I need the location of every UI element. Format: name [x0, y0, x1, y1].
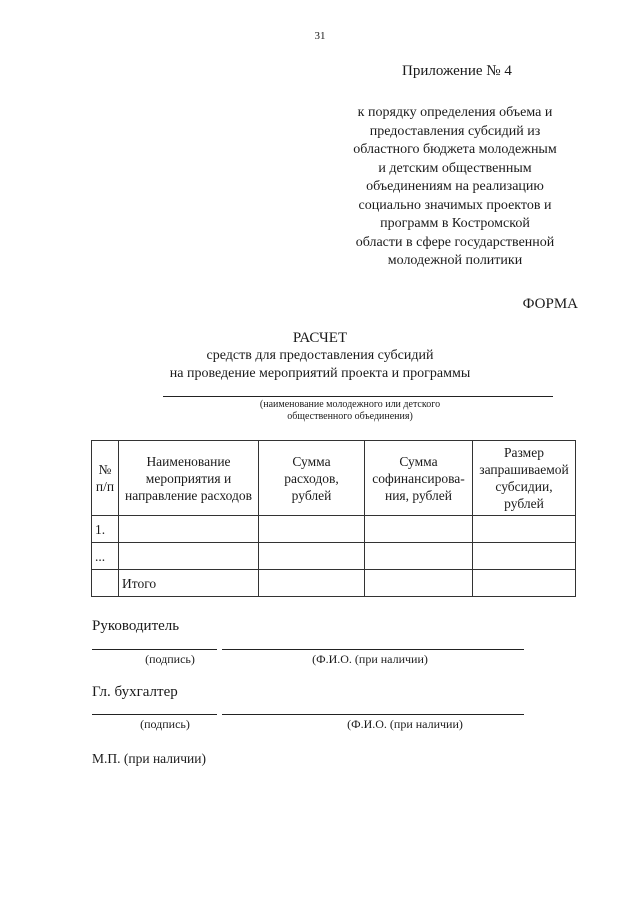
accountant-signature-caption: (подпись): [140, 717, 190, 731]
header-text: направление расходов: [125, 487, 252, 503]
accountant-signature-line[interactable]: [92, 714, 217, 715]
organization-name-caption: [200, 399, 500, 423]
table-cell[interactable]: [259, 543, 365, 570]
header-number: [92, 441, 119, 516]
appendix-line: программ в Костромской: [380, 216, 530, 231]
table-cell[interactable]: [119, 516, 259, 543]
header-cofinancing-sum: [365, 441, 473, 516]
table-cell[interactable]: [365, 570, 473, 597]
caption-line: общественного объединения): [287, 411, 413, 422]
table-cell[interactable]: [473, 570, 576, 597]
appendix-line: предоставления субсидий из: [369, 123, 541, 139]
calculation-subtitle: средств для предоставления субсидий: [206, 348, 434, 363]
total-label: Итого: [119, 570, 259, 597]
director-signature-line[interactable]: [92, 649, 217, 650]
director-name-line[interactable]: [222, 649, 524, 650]
header-text: мероприятия и: [145, 470, 232, 486]
header-expense-sum: [259, 441, 365, 516]
header-event-name: [119, 441, 259, 516]
header-text: п/п: [95, 479, 115, 494]
calculation-title: РАСЧЕТ: [292, 330, 348, 346]
accountant-label: Гл. бухгалтер: [92, 684, 178, 700]
header-text: Размер: [504, 445, 544, 460]
organization-name-line[interactable]: [163, 396, 553, 397]
accountant-name-line[interactable]: [222, 714, 524, 715]
table-cell[interactable]: [365, 516, 473, 543]
appendix-line: молодежной политики: [387, 253, 523, 268]
header-text: №: [98, 462, 112, 477]
header-text: рублей: [291, 487, 332, 503]
director-label: Руководитель: [92, 618, 180, 634]
table-cell[interactable]: [365, 543, 473, 570]
table-header-row: [92, 441, 576, 516]
appendix-line: области в сфере государственной: [355, 234, 555, 250]
header-text: софинансирова-: [372, 470, 465, 486]
director-signature-caption: (подпись): [145, 652, 195, 666]
header-text: субсидии,: [495, 479, 553, 494]
director-name-caption: (Ф.И.О. (при наличии): [312, 652, 428, 666]
caption-line: (наименование молодежного или детского: [259, 399, 441, 410]
appendix-title: Приложение № 4: [402, 63, 512, 79]
appendix-line: объединениям на реализацию: [366, 179, 544, 194]
table-cell[interactable]: [473, 516, 576, 543]
appendix-line: и детским общественным: [378, 160, 532, 176]
header-text: запрашиваемой: [479, 462, 569, 477]
table-cell[interactable]: [119, 543, 259, 570]
table-row: [92, 543, 576, 570]
calculation-subtitle: на проведение мероприятий проекта и программы: [169, 366, 471, 381]
header-text: Сумма: [399, 453, 438, 469]
stamp-placeholder: М.П. (при наличии): [92, 751, 206, 766]
table-row: [92, 516, 576, 543]
header-text: рублей: [504, 496, 544, 511]
table-total-row: [92, 570, 576, 597]
page-number: 31: [314, 30, 326, 42]
table-cell[interactable]: [473, 543, 576, 570]
header-subsidy-amount: [473, 441, 576, 516]
calculation-table: [91, 440, 576, 597]
table-cell[interactable]: [92, 570, 119, 597]
table-cell[interactable]: [259, 516, 365, 543]
appendix-line: областного бюджета молодежным: [353, 142, 557, 157]
header-text: ния, рублей: [384, 487, 453, 503]
appendix-line: к порядку определения объема и: [357, 105, 553, 120]
header-text: расходов,: [284, 470, 339, 486]
header-text: Наименование: [146, 453, 231, 469]
appendix-line: социально значимых проектов и: [358, 197, 552, 213]
table-cell[interactable]: ...: [92, 543, 119, 570]
accountant-name-caption: (Ф.И.О. (при наличии): [347, 717, 463, 731]
form-label: ФОРМА: [522, 296, 578, 312]
header-text: Сумма: [292, 453, 331, 469]
table-cell[interactable]: [259, 570, 365, 597]
table-cell[interactable]: 1.: [92, 516, 119, 543]
